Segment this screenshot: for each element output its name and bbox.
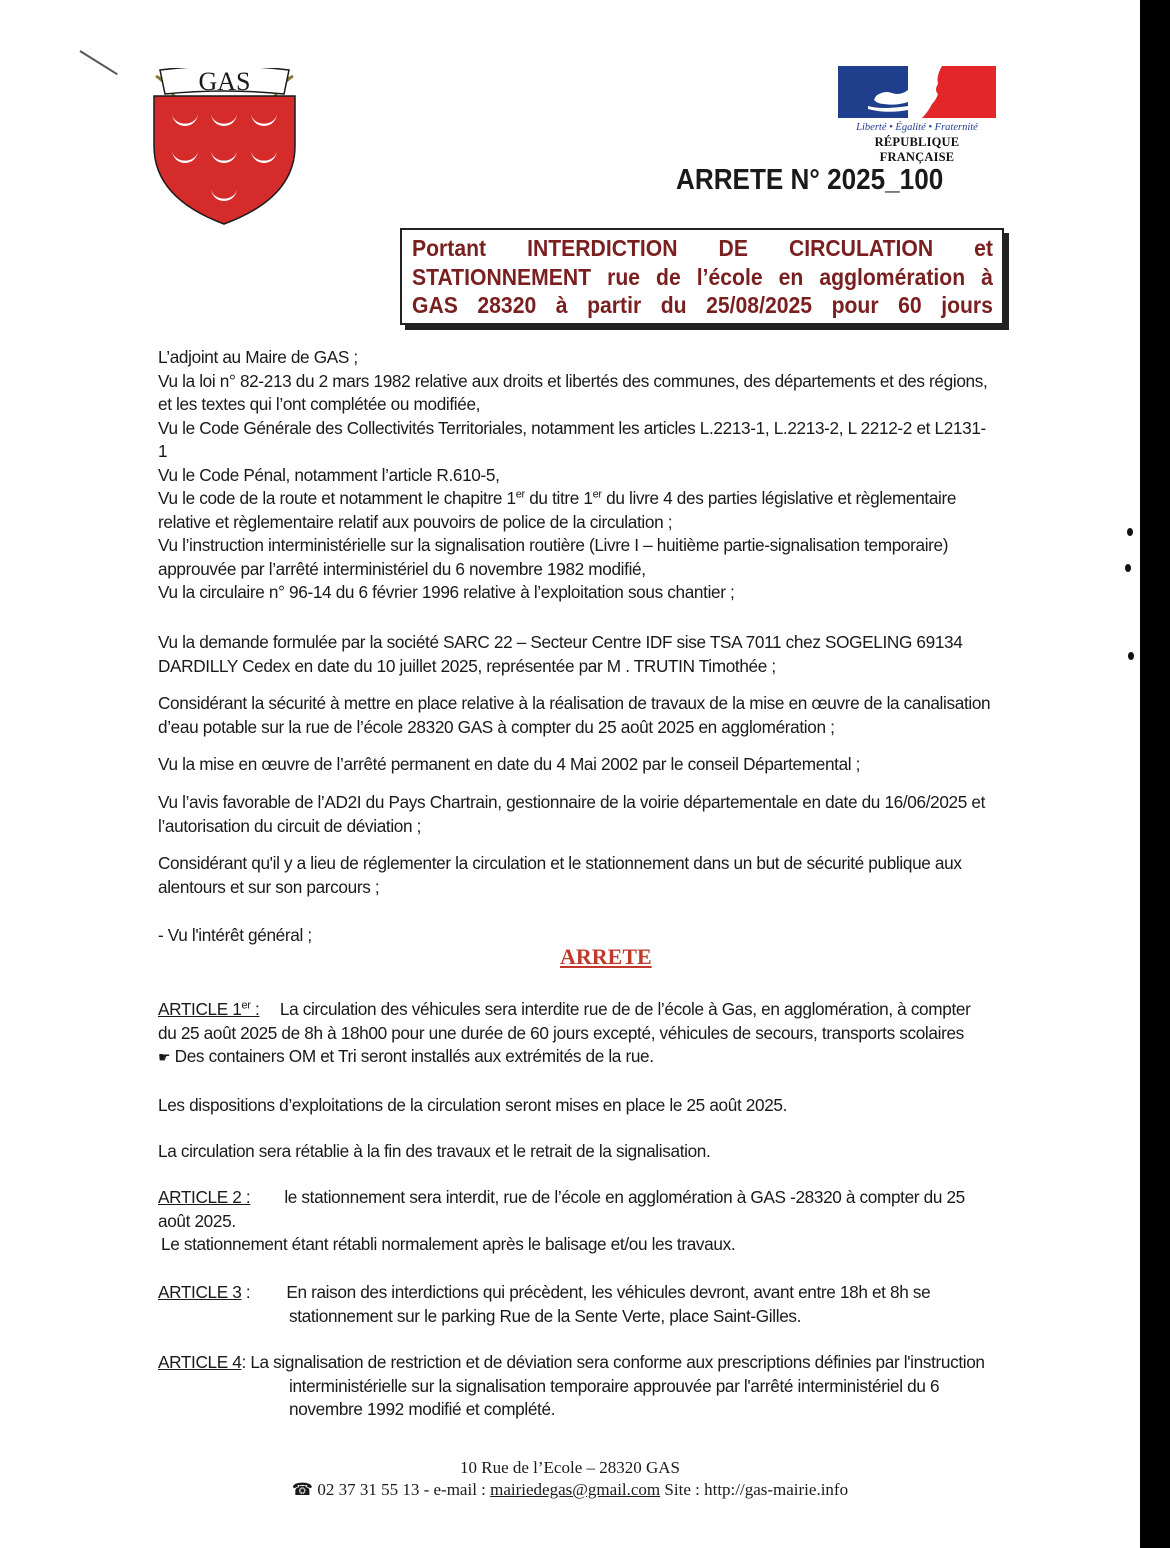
article-line: novembre 1992 modifié et complété. xyxy=(289,1399,556,1419)
preamble-line: Considérant la sécurité à mettre en place relative à la réalisation de travaux de la mise en œuvre de la canalisation xyxy=(158,693,991,713)
preamble-considering xyxy=(158,692,1006,739)
article-line: ARTICLE 1er : La circulation des véhicules sera interdite rue de de l’école à Gas, en agglomération, à compter xyxy=(158,999,971,1019)
marianne-face-icon xyxy=(922,66,996,118)
article-line: Les dispositions d’exploitations de la circulation seront mises en place le 25 août 2025. xyxy=(158,1095,788,1115)
preamble-line: Vu le Code Générale des Collectivités Territoriales, notamment les articles L.2213-1, L.2213-2, L 2212-2 et L2131- xyxy=(158,417,986,438)
article-line: ☛ Des containers OM et Tri seront installés aux extrémités de la rue. xyxy=(158,1046,654,1066)
article-label: ARTICLE 3 xyxy=(158,1282,242,1302)
preamble-line: Considérant qu'il y a lieu de réglementer la circulation et le stationnement dans un but de sécurité publique aux xyxy=(158,853,962,873)
title-box xyxy=(400,228,1004,325)
preamble-regulation xyxy=(158,852,1006,899)
re-establishment xyxy=(158,1140,1006,1164)
article-line: ARTICLE 3 : En raison des interdictions qui précèdent, les véhicules devront, avant entre 18h et 8h se xyxy=(158,1282,931,1302)
article-line: ARTICLE 4: La signalisation de restriction et de déviation sera conforme aux prescriptions définies par l'instruction xyxy=(158,1352,985,1372)
preamble-line: Vu le Code Pénal, notamment l’article R.610-5, xyxy=(158,464,500,485)
article-4 xyxy=(158,1351,1006,1422)
preamble-line: Vu la demande formulée par la société SARC 22 – Secteur Centre IDF sise TSA 7011 chez SOGELING 69134 xyxy=(158,632,963,652)
footer-contact xyxy=(0,1480,1140,1500)
scan-speck xyxy=(1125,564,1131,572)
dispositions xyxy=(158,1094,1006,1118)
article-1 xyxy=(158,998,1006,1071)
article-line: août 2025. xyxy=(158,1210,236,1231)
article-line: interministérielle sur la signalisation temporaire approuvée par l'arrêté interministériel du 6 xyxy=(289,1375,940,1396)
preamble-line: relative et règlementaire relatif aux pouvoirs de police de la circulation ; xyxy=(158,511,673,532)
preamble-request xyxy=(158,631,1006,678)
title-line: GAS 28320 à partir du 25/08/2025 pour 60 jours xyxy=(412,292,993,318)
article-label: ARTICLE 1er : xyxy=(158,999,260,1019)
republic-name: RÉPUBLIQUE FRANÇAISE xyxy=(874,135,960,164)
title-line: Portant INTERDICTION DE CIRCULATION et xyxy=(412,235,993,261)
municipal-crest xyxy=(152,68,297,228)
article-label: ARTICLE 4 xyxy=(158,1352,242,1372)
article-line: La circulation sera rétablie à la fin des travaux et le retrait de la signalisation. xyxy=(158,1141,711,1161)
preamble-permanent xyxy=(158,753,1006,777)
footer-address: 10 Rue de l’Ecole – 28320 GAS xyxy=(459,1458,681,1477)
scan-speck xyxy=(1128,652,1134,660)
preamble-line: - Vu l'intérêt général ; xyxy=(158,925,312,945)
arrete-heading: ARRETE xyxy=(560,944,652,969)
marianne-logo xyxy=(838,66,996,162)
phone-icon: ☎ xyxy=(291,1480,314,1500)
preamble-line: alentours et sur son parcours ; xyxy=(158,876,380,897)
preamble-line: Vu la circulaire n° 96-14 du 6 février 1996 relative à l’exploitation sous chantier ; xyxy=(158,582,735,602)
pointing-hand-icon: ☛ xyxy=(158,1050,171,1066)
article-line: ARTICLE 2 : le stationnement sera interdit, rue de l’école en agglomération à GAS -28320 à compter du 25 xyxy=(158,1187,965,1207)
preamble-line: Vu la loi n° 82-213 du 2 mars 1982 relative aux droits et libertés des communes, des départements et des régions, xyxy=(158,370,988,391)
preamble-line: DARDILLY Cedex en date du 10 juillet 2025, représentée par M . TRUTIN Timothée ; xyxy=(158,655,776,676)
preamble-line: Vu le code de la route et notamment le chapitre 1er du titre 1er du livre 4 des parties législative et règlementaire xyxy=(158,488,957,508)
footer-email-link[interactable]: mairiedegas@gmail.com xyxy=(490,1480,661,1499)
scan-mark xyxy=(79,50,117,75)
article-line: du 25 août 2025 de 8h à 18h00 pour une durée de 60 jours excepté, véhicules de secours, transports scolaires xyxy=(158,1022,964,1043)
preamble-line: l’autorisation du circuit de déviation ; xyxy=(158,815,422,836)
article-3 xyxy=(158,1281,1006,1328)
crest-banner-text: GAS xyxy=(198,67,251,96)
preamble-line: 1 xyxy=(158,441,168,461)
footer-email-label: - e-mail : xyxy=(423,1480,486,1499)
article-2 xyxy=(158,1186,1006,1257)
article-line: stationnement sur le parking Rue de la Sente Verte, place Saint-Gilles. xyxy=(289,1305,802,1326)
title-line: STATIONNEMENT rue de l’école en agglomération à xyxy=(412,263,993,290)
arrete-number: ARRETE N° 2025_100 xyxy=(676,164,944,196)
footer-site: Site : http://gas-mairie.info xyxy=(664,1480,849,1499)
preamble-line: Vu la mise en œuvre de l’arrêté permanent en date du 4 Mai 2002 par le conseil Départemental ; xyxy=(158,754,861,774)
scan-speck xyxy=(1127,528,1133,536)
footer-phone: 02 37 31 55 13 xyxy=(317,1480,420,1499)
flag-icon xyxy=(838,66,996,118)
republic-motto: Liberté • Égalité • Fraternité xyxy=(856,122,978,133)
preamble-line: Vu l’instruction interministérielle sur la signalisation routière (Livre I – huitième partie-signalisation temporaire) xyxy=(158,535,949,555)
preamble-line: approuvée par l’arrêté interministériel du 6 novembre 1982 modifié, xyxy=(158,558,646,579)
preamble-line: et les textes qui l’ont complétée ou modifiée, xyxy=(158,394,481,414)
preamble-line: L’adjoint au Maire de GAS ; xyxy=(158,347,358,367)
preamble-line: d’eau potable sur la rue de l’école 28320 GAS à compter du 25 août 2025 en agglomération ; xyxy=(158,716,835,737)
article-label: ARTICLE 2 : xyxy=(158,1187,251,1207)
article-line: Le stationnement étant rétabli normalement après le balisage et/ou les travaux. xyxy=(161,1234,736,1254)
preamble xyxy=(158,346,1006,605)
preamble-line: Vu l’avis favorable de l’AD2I du Pays Chartrain, gestionnaire de la voirie départementale en date du 16/06/2025 et xyxy=(158,792,986,812)
preamble-opinion xyxy=(158,791,1006,838)
marianne-profile-icon xyxy=(838,66,908,118)
scan-border xyxy=(1140,0,1170,1548)
